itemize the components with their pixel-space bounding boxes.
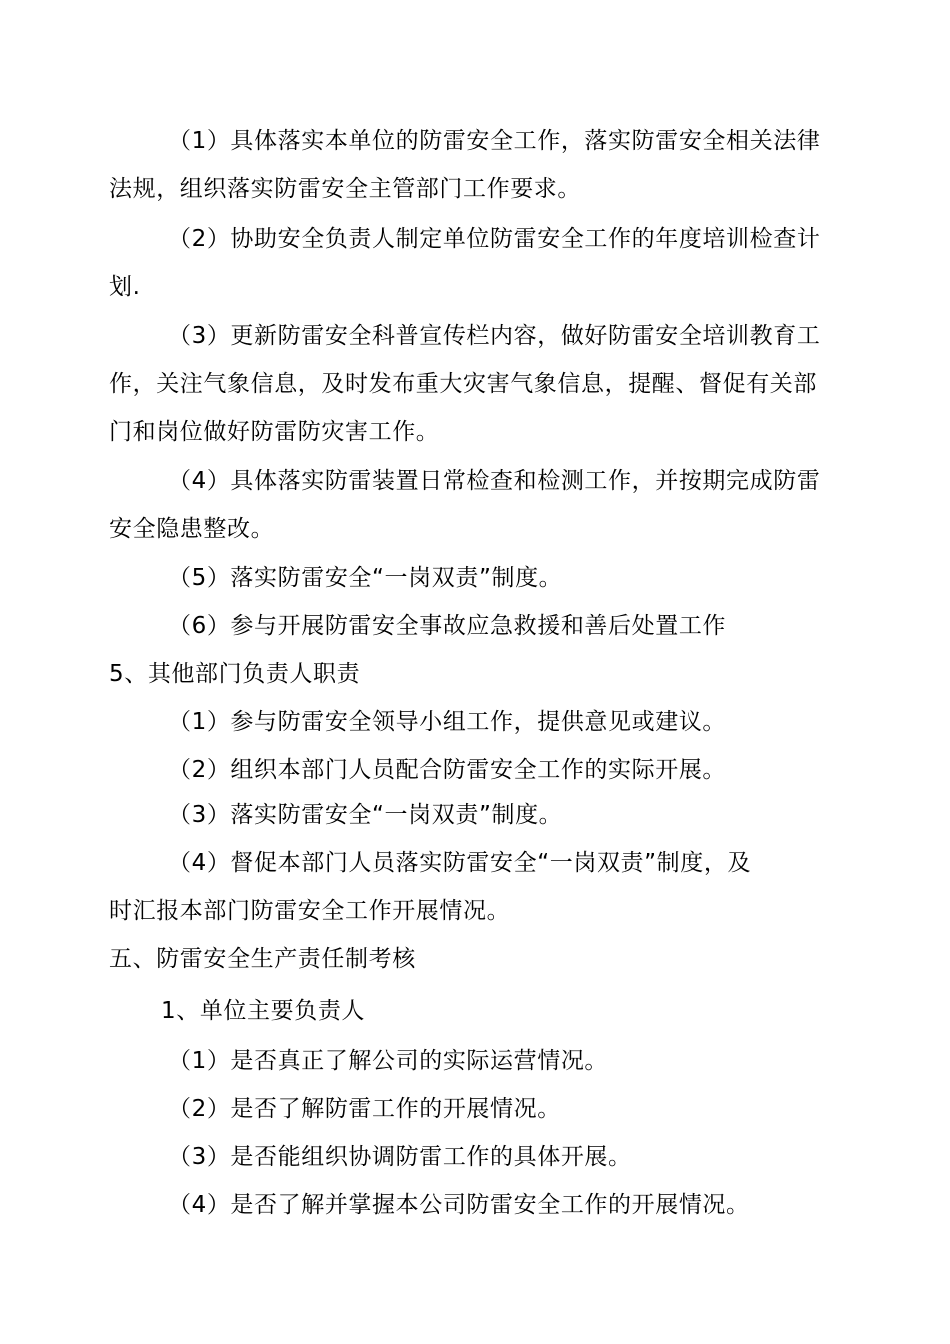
paragraph-line: （6）参与开展防雷安全事故应急救援和善后处置工作 (168, 613, 727, 639)
paragraph-line: 安全隐患整改。 (109, 516, 275, 542)
paragraph-line: 作，关注气象信息，及时发布重大灾害气象信息，提醒、督促有关部 (109, 371, 817, 397)
paragraph-line: （2）协助安全负责人制定单位防雷安全工作的年度培训检查计 (168, 226, 821, 252)
paragraph-line: 时汇报本部门防雷安全工作开展情况。 (109, 898, 511, 924)
paragraph-line: （1）是否真正了解公司的实际运营情况。 (168, 1048, 609, 1074)
paragraph-line: （4）督促本部门人员落实防雷安全“一岗双责”制度，及 (168, 850, 752, 876)
paragraph-line: （4）具体落实防雷装置日常检查和检测工作，并按期完成防雷 (168, 468, 821, 494)
paragraph-line: （3）是否能组织协调防雷工作的具体开展。 (168, 1144, 632, 1170)
section-heading: 5、其他部门负责人职责 (109, 661, 361, 687)
paragraph-line: （2）组织本部门人员配合防雷安全工作的实际开展。 (168, 757, 727, 783)
paragraph-line: （2）是否了解防雷工作的开展情况。 (168, 1096, 561, 1122)
paragraph-line: （4）是否了解并掌握本公司防雷安全工作的开展情况。 (168, 1192, 750, 1218)
paragraph-line: （3）更新防雷安全科普宣传栏内容，做好防雷安全培训教育工 (168, 323, 821, 349)
paragraph-line: （3）落实防雷安全“一岗双责”制度。 (168, 802, 563, 828)
paragraph-line: 门和岗位做好防雷防灾害工作。 (109, 419, 440, 445)
paragraph-line: （1）参与防雷安全领导小组工作，提供意见或建议。 (168, 709, 727, 735)
paragraph-line: 划. (109, 274, 141, 300)
subsection-heading: 1、单位主要负责人 (161, 998, 366, 1024)
paragraph-line: 法规，组织落实防雷安全主管部门工作要求。 (109, 176, 581, 202)
paragraph-line: （1）具体落实本单位的防雷安全工作，落实防雷安全相关法律 (168, 128, 821, 154)
section-heading: 五、防雷安全生产责任制考核 (109, 946, 416, 972)
paragraph-line: （5）落实防雷安全“一岗双责”制度。 (168, 565, 563, 591)
